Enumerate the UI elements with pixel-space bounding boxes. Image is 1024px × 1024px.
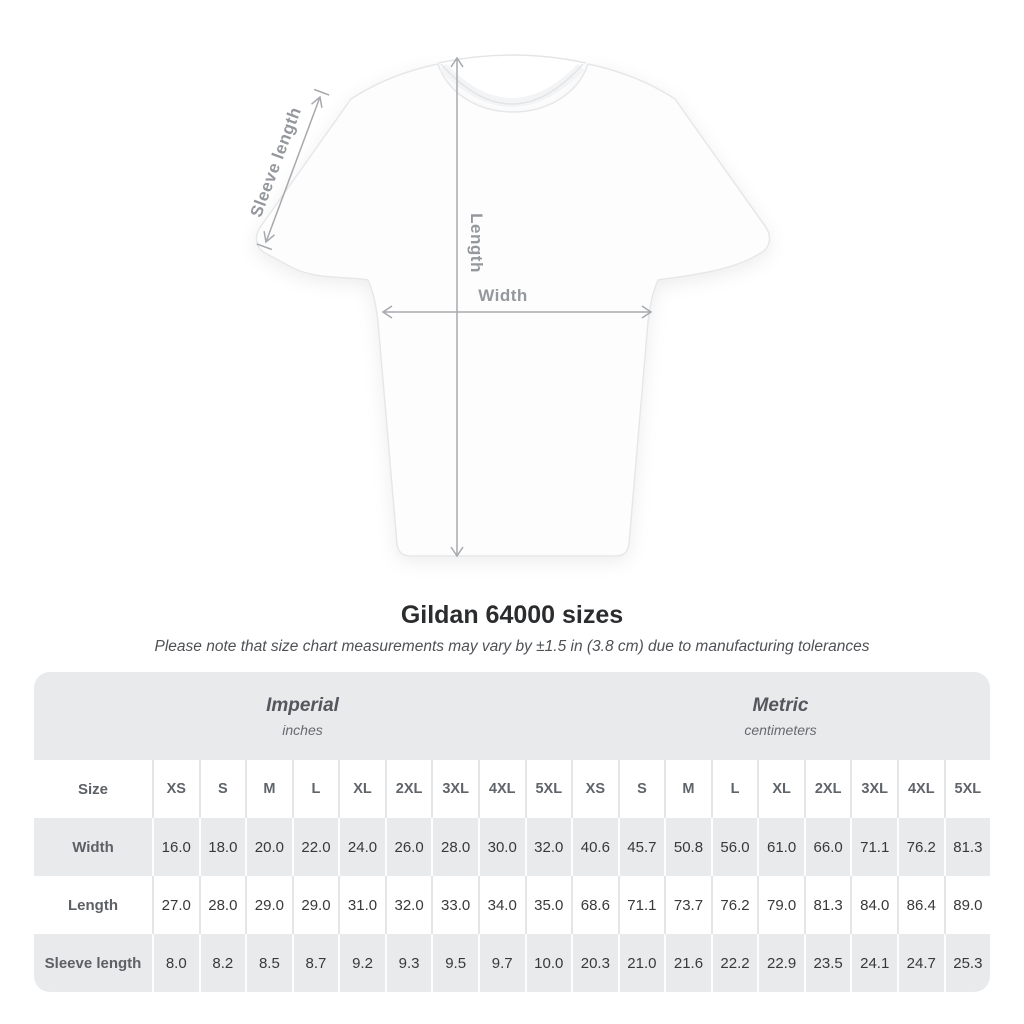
metric-title: Metric [752, 694, 809, 716]
imperial-size-header: XL [338, 760, 385, 818]
size-header-label: Size [77, 780, 108, 798]
imperial-value-cell: 31.0 [338, 876, 385, 934]
imperial-value-cell: 34.0 [478, 876, 525, 934]
measurement-row [34, 818, 990, 876]
imperial-value-cell: 8.0 [152, 934, 199, 992]
metric-value-cell: 22.9 [757, 934, 804, 992]
metric-value-cell: 21.6 [664, 934, 711, 992]
metric-unit: centimeters [744, 721, 817, 738]
metric-value-cell: 40.6 [571, 818, 618, 876]
metric-value-cell: 24.7 [897, 934, 944, 992]
metric-value-cell: 24.1 [850, 934, 897, 992]
size-table [34, 672, 990, 992]
metric-value-cell: 89.0 [944, 876, 990, 934]
metric-value-cell: 50.8 [664, 818, 711, 876]
metric-value-cell: 66.0 [804, 818, 851, 876]
page-title: Gildan 64000 sizes [400, 601, 624, 629]
length-label: Length [467, 213, 486, 273]
imperial-value-cell: 28.0 [199, 876, 246, 934]
imperial-value-cell: 9.3 [385, 934, 432, 992]
metric-size-header: 3XL [850, 760, 897, 818]
imperial-value-cell: 29.0 [292, 876, 339, 934]
imperial-value-cell: 27.0 [152, 876, 199, 934]
imperial-title: Imperial [266, 694, 339, 716]
imperial-value-cell: 8.2 [199, 934, 246, 992]
metric-value-cell: 81.3 [804, 876, 851, 934]
metric-value-cell: 86.4 [897, 876, 944, 934]
metric-value-cell: 76.2 [711, 876, 758, 934]
metric-size-header: 2XL [804, 760, 851, 818]
imperial-value-cell: 30.0 [478, 818, 525, 876]
metric-value-cell: 76.2 [897, 818, 944, 876]
imperial-value-cell: 29.0 [245, 876, 292, 934]
imperial-value-cell: 35.0 [525, 876, 572, 934]
imperial-value-cell: 32.0 [385, 876, 432, 934]
metric-size-header: M [664, 760, 711, 818]
metric-value-cell: 22.2 [711, 934, 758, 992]
metric-value-cell: 81.3 [944, 818, 990, 876]
metric-value-cell: 61.0 [757, 818, 804, 876]
row-label: Width [72, 838, 114, 856]
imperial-size-header: 4XL [478, 760, 525, 818]
measurement-row [34, 934, 990, 992]
metric-value-cell: 23.5 [804, 934, 851, 992]
imperial-value-cell: 26.0 [385, 818, 432, 876]
metric-value-cell: 84.0 [850, 876, 897, 934]
metric-size-header: 4XL [897, 760, 944, 818]
imperial-value-cell: 10.0 [525, 934, 572, 992]
imperial-value-cell: 24.0 [338, 818, 385, 876]
metric-size-header: L [711, 760, 758, 818]
tolerance-note: Please note that size chart measurements may vary by ±1.5 in (3.8 cm) due to manufacturing tolerances [154, 638, 870, 655]
tshirt-graphic [256, 55, 769, 556]
imperial-unit: inches [282, 721, 323, 738]
metric-value-cell: 71.1 [618, 876, 665, 934]
metric-value-cell: 56.0 [711, 818, 758, 876]
imperial-header [34, 672, 571, 760]
row-label: Length [68, 896, 118, 914]
imperial-size-header: XS [152, 760, 199, 818]
imperial-value-cell: 18.0 [199, 818, 246, 876]
metric-size-header: XS [571, 760, 618, 818]
imperial-size-header: M [245, 760, 292, 818]
unit-header-band [34, 672, 990, 760]
metric-value-cell: 25.3 [944, 934, 990, 992]
width-label: Width [478, 286, 528, 305]
imperial-value-cell: 33.0 [431, 876, 478, 934]
sleeve-length-label: Sleeve length [246, 104, 306, 220]
metric-size-header: XL [757, 760, 804, 818]
imperial-value-cell: 9.7 [478, 934, 525, 992]
imperial-size-header: L [292, 760, 339, 818]
imperial-value-cell: 8.7 [292, 934, 339, 992]
imperial-value-cell: 22.0 [292, 818, 339, 876]
imperial-size-header: 2XL [385, 760, 432, 818]
metric-value-cell: 73.7 [664, 876, 711, 934]
metric-value-cell: 79.0 [757, 876, 804, 934]
metric-value-cell: 21.0 [618, 934, 665, 992]
row-label: Sleeve length [44, 954, 142, 972]
imperial-value-cell: 9.2 [338, 934, 385, 992]
metric-value-cell: 45.7 [618, 818, 665, 876]
size-table-grid [34, 760, 990, 992]
imperial-value-cell: 20.0 [245, 818, 292, 876]
imperial-value-cell: 9.5 [431, 934, 478, 992]
metric-header [571, 672, 990, 760]
metric-value-cell: 71.1 [850, 818, 897, 876]
imperial-size-header: 3XL [431, 760, 478, 818]
imperial-value-cell: 8.5 [245, 934, 292, 992]
size-header-row [34, 760, 990, 818]
imperial-size-header: S [199, 760, 246, 818]
metric-value-cell: 68.6 [571, 876, 618, 934]
imperial-value-cell: 28.0 [431, 818, 478, 876]
metric-size-header: 5XL [944, 760, 990, 818]
imperial-value-cell: 32.0 [525, 818, 572, 876]
metric-value-cell: 20.3 [571, 934, 618, 992]
imperial-value-cell: 16.0 [152, 818, 199, 876]
measurement-row [34, 876, 990, 934]
metric-size-header: S [618, 760, 665, 818]
imperial-size-header: 5XL [525, 760, 572, 818]
